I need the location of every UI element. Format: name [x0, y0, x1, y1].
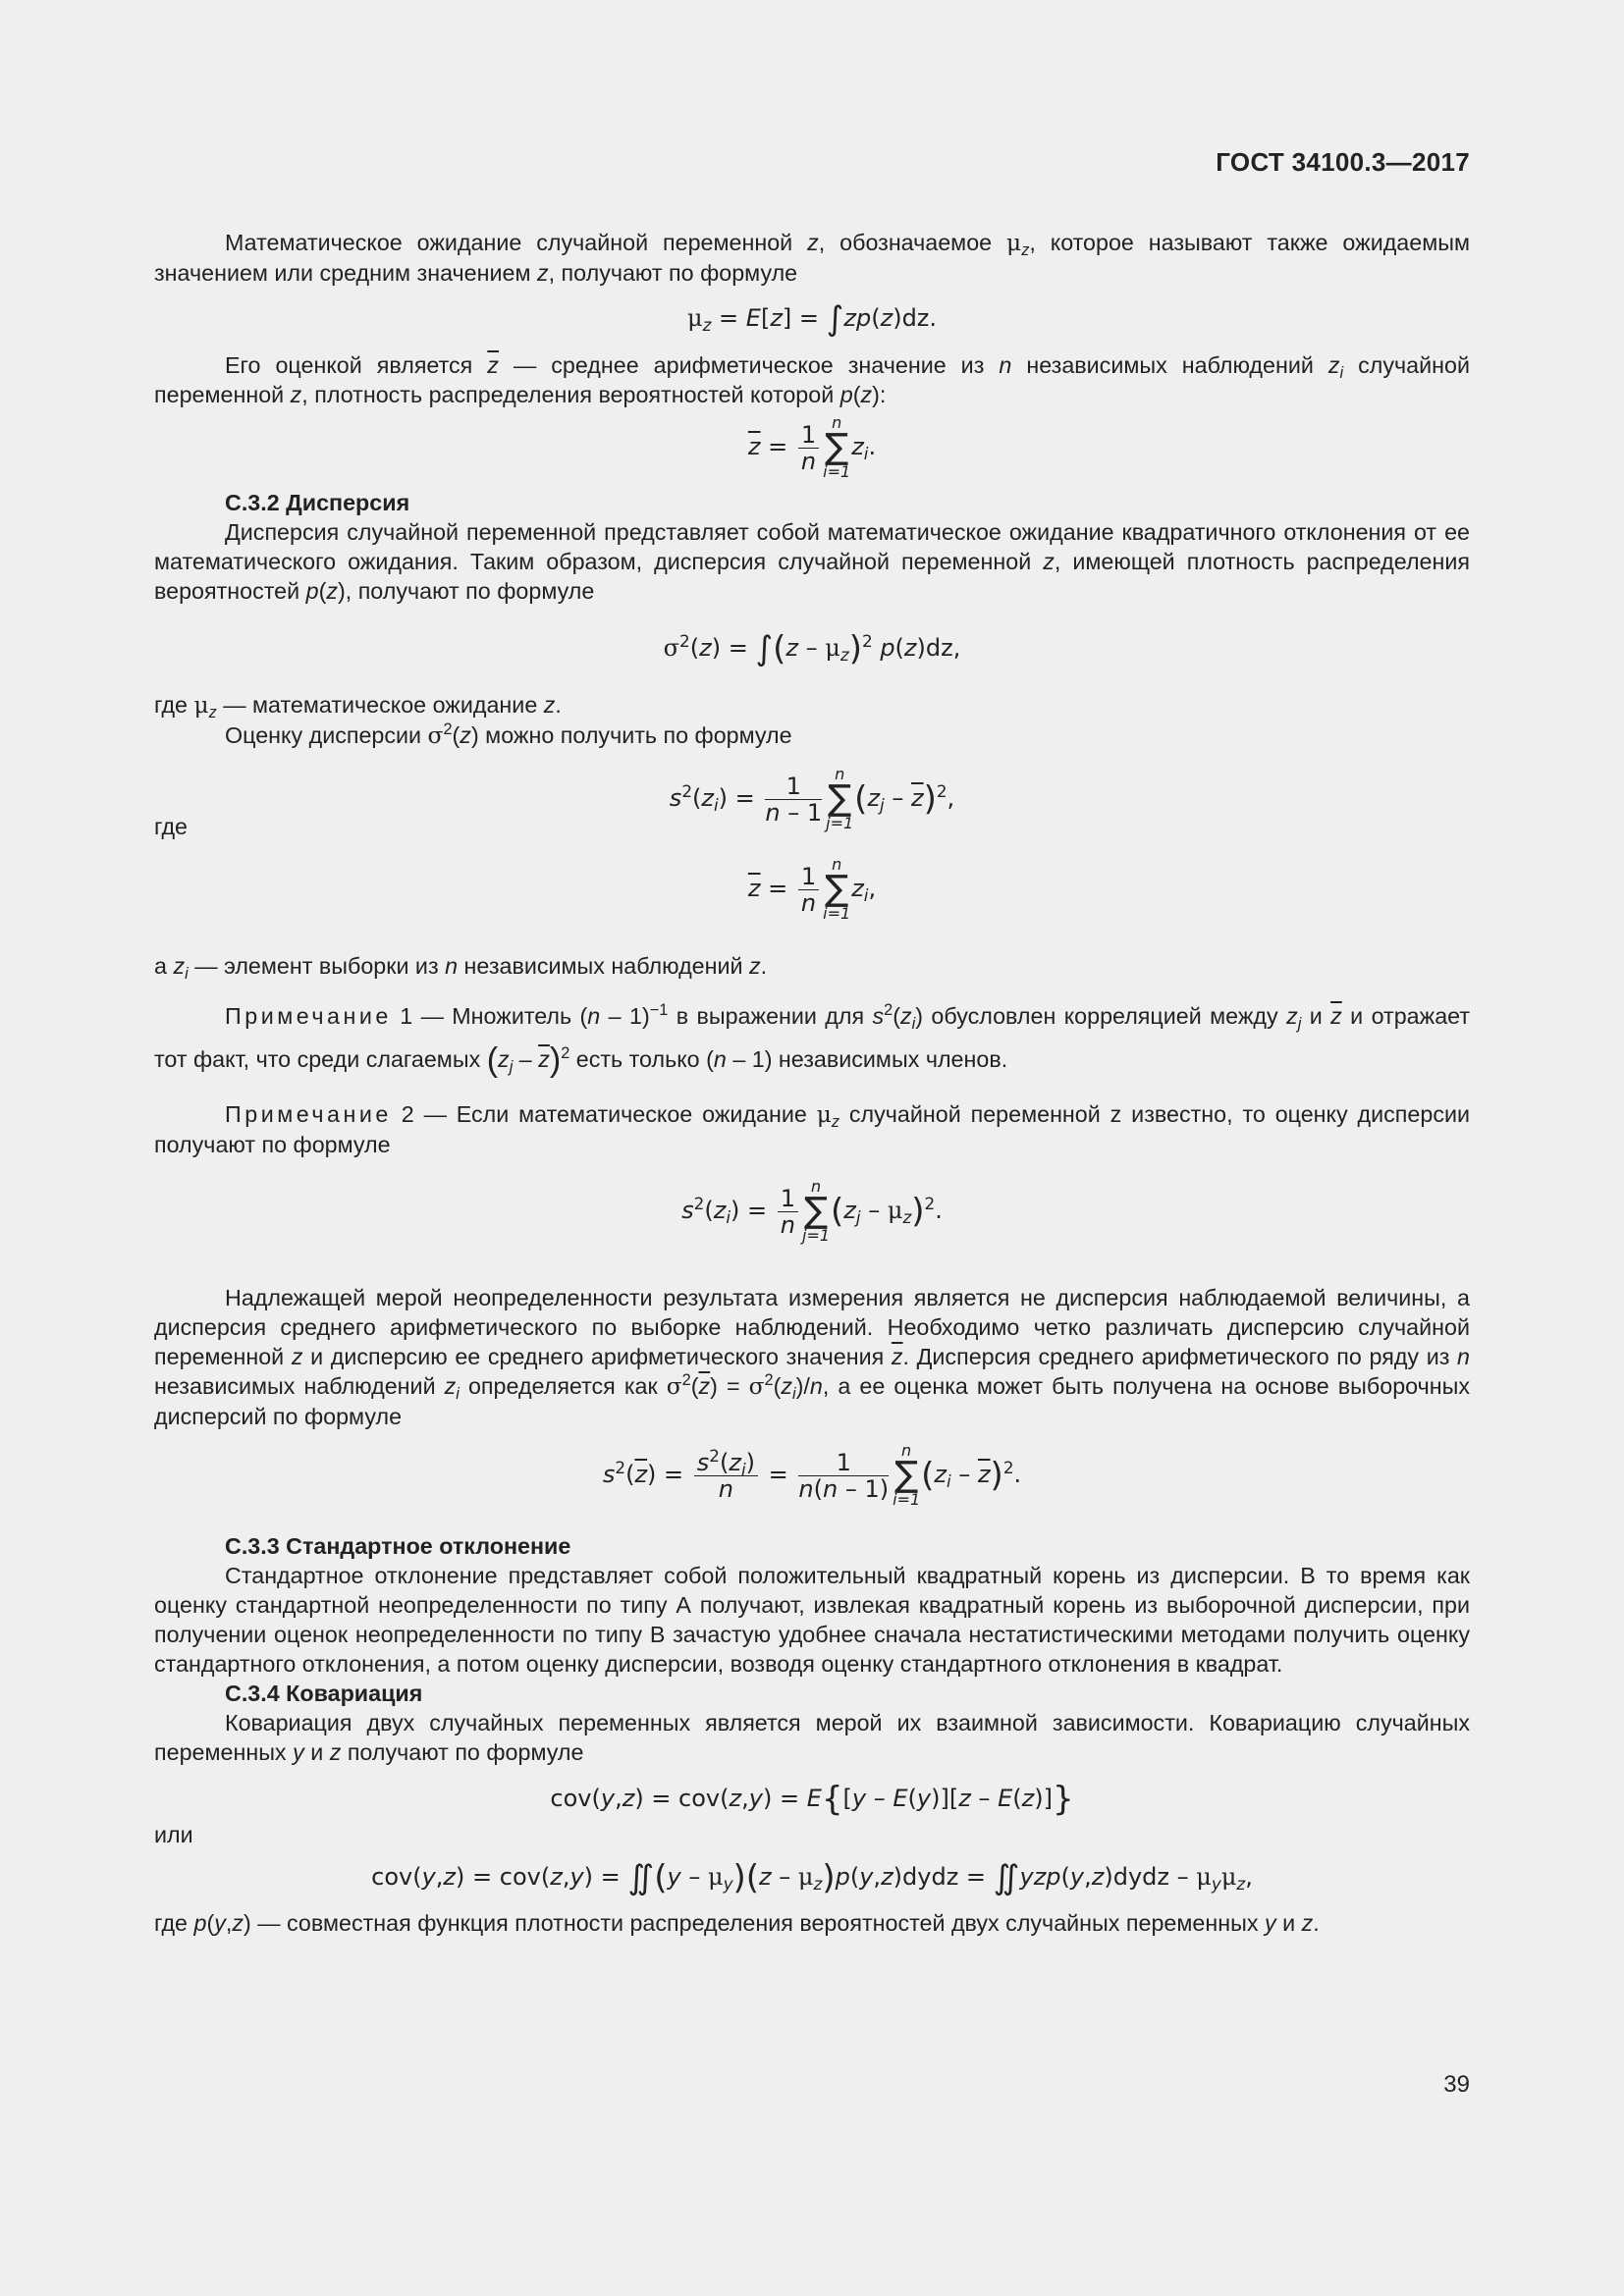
formula-mean-2: $\overline{z}$ = $\frac{1}{n}$ n ∑ i=1 $z_i$,: [747, 855, 877, 923]
standard-header: ГОСТ 34100.3—2017: [1216, 147, 1470, 177]
note-2: Примечание 2 — Если математическое ожидание $\mu_z$ случайной переменной z известно, то оценку дисперсии получают по формуле: [154, 1101, 1470, 1157]
formula-covariance-integral: cov(y,z) = cov(z,y) = ∬(y – $\mu_y)(z$ – $\mu_z)p(y,z)dydz$ = ∬yzp(y,z)dydz – $\mu_y\mu_z$,: [371, 1858, 1253, 1897]
page-content: [154, 228, 1470, 1938]
formula-mean: $\overline{z}$ = $\frac{1}{n}$ n ∑ i=1 $z_i$.: [747, 413, 877, 481]
paragraph-std-dev: Стандартное отклонение представляет собой положительный квадратный корень из дисперсии. В то время как оценку стандартной неопределенности по типу А получают, извлекая квадратный корень из выборочной дисперсии, при получении оценок неопределенности по типу В зачастую удобнее сначала нестатистическими методами получить оценку стандартного отклонения, а потом оценку дисперсии, возводя оценку стандартного отклонения в квадрат.: [154, 1563, 1470, 1677]
paragraph-sample-element: а $z_i$ — элемент выборки из n независимых наблюдений z.: [154, 953, 768, 983]
section-c32-title: С.3.2 Дисперсия: [225, 490, 410, 515]
formula-covariance: cov(y,z) = cov(z,y) = E{[y – E(y)][z – E(z)]}: [550, 1780, 1074, 1819]
paragraph-expectation: Математическое ожидание случайной переменной z, обозначаемое $\mu_z$, которое называют также ожидаемым значением или средним значением z, получают по формуле: [154, 230, 1470, 286]
formula-known-mean-variance: $s^2(z_i)$ = $\frac{1}{n}$ n ∑ j=1 $(z_j - \mu_z)^2$.: [681, 1177, 943, 1245]
paragraph-or: или: [154, 1822, 193, 1847]
note-1: Примечание 1 — Множитель (n – 1)$^{-1}$ в выражении для $s^2(z_i)$ обусловлен корреляцией между $z_j$ и $\overline{z}$ и отражает тот факт, что среди слагаемых $(z_j - \overline{z})^2$ есть только (n – 1) независимых членов.: [154, 1001, 1471, 1079]
paragraph-where: где: [154, 814, 189, 839]
paragraph-covariance: Ковариация двух случайных переменных является мерой их взаимной зависимости. Ковариацию случайных переменных y и z получают по формуле: [154, 1710, 1470, 1765]
paragraph-estimate: Его оценкой является $\overline{z}$ — среднее арифметическое значение из n независимых наблюдений $z_i$ случайной переменной z, плотность распределения вероятностей которой p(z):: [154, 352, 1470, 407]
section-c34-title: С.3.4 Ковариация: [225, 1681, 423, 1706]
formula-sample-variance: $s^2(z_i)$ = $\frac{1}{n - 1}$ n ∑ j=1 $(z_j - \overline{z})^2$,: [669, 765, 955, 832]
page-number: 39: [1443, 2071, 1470, 2098]
paragraph-uncertainty-measure: Надлежащей мерой неопределенности результата измерения является не дисперсия наблюдаемой величины, а дисперсия среднего арифметического по выборке наблюдений. Необходимо четко различать дисперсию случайной переменной z и дисперсию ее среднего арифметического значения $\overline{z}$. Дисперсия среднего арифметического по ряду из n независимых наблюдений $z_i$ определяется как $\sigma^2(\overline{z}) = \sigma^2(z_i)/n$, а ее оценка может быть получена на основе выборочных дисперсий по формуле: [154, 1285, 1471, 1429]
formula-mean-variance: $s^2(\overline{z})$ = $\frac{s^2(z_i)}{n}$ = $\frac{1}{n(n - 1)}$ n ∑ i=1 $(z_i - \overline{z})^2$.: [602, 1441, 1022, 1509]
paragraph-variance: Дисперсия случайной переменной представляет собой математическое ожидание квадратичного отклонения от ее математического ожидания. Таким образом, дисперсия случайной переменной z, имеющей плотность распределения вероятностей p(z), получают по формуле: [154, 519, 1470, 604]
paragraph-where-mu: где $\mu_z$ — математическое ожидание z.: [154, 692, 562, 721]
section-c33-title: С.3.3 Стандартное отклонение: [225, 1533, 571, 1559]
paragraph-joint-density: где p(y,z) — совместная функция плотности распределения вероятностей двух случайных переменных y и z.: [154, 1910, 1320, 1936]
paragraph-variance-estimate: Оценку дисперсии $\sigma^2(z)$ можно получить по формуле: [225, 721, 792, 749]
formula-expectation: $\mu_z = E[z] = \int zp(z)dz$.: [686, 299, 938, 339]
formula-variance: $\sigma^2(z) = \int(z - \mu_z)^2$ p(z)dz,: [663, 629, 961, 668]
